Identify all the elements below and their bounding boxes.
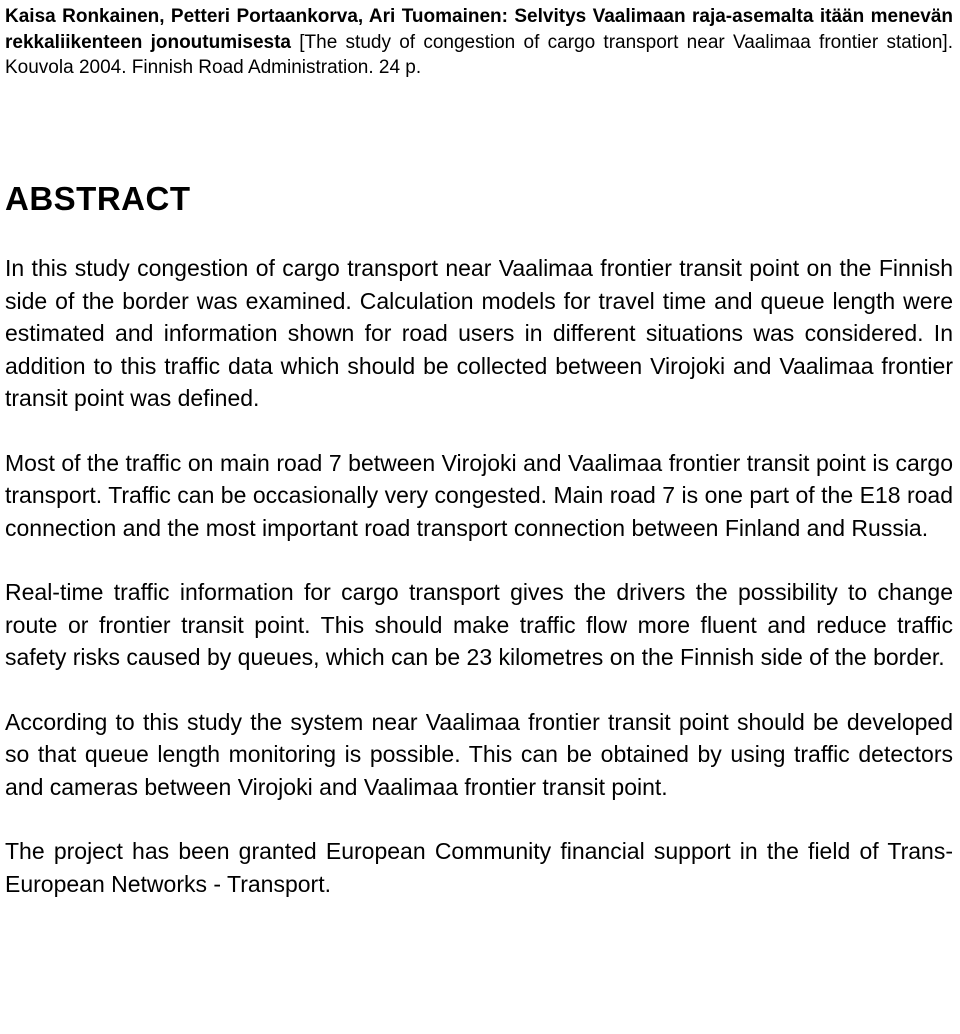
document-page bbox=[5, 0, 953, 897]
citation-details: [The study of congestion of cargo transport near Vaalimaa frontier station]. Kouvola 2004. Finnish Road Administration. 24 p. bbox=[5, 31, 953, 78]
abstract-heading: ABSTRACT bbox=[5, 180, 191, 217]
abstract-paragraph-3: Real-time traffic information for cargo transport gives the drivers the possibility to change route or frontier transit point. This should make traffic flow more fluent and reduce traffic safety risks caused by queues, which can be 23 kilometres on the Finnish side of the border. bbox=[5, 579, 953, 670]
abstract-paragraph-1: In this study congestion of cargo transport near Vaalimaa frontier transit point on the Finnish side of the border was examined. Calculation models for travel time and queue length were estimated and information shown for road users in different situations was considered. In addition to this traffic data which should be collected between Virojoki and Vaalimaa frontier transit point was defined. bbox=[5, 255, 953, 411]
abstract-paragraph-2: Most of the traffic on main road 7 between Virojoki and Vaalimaa frontier transit point is cargo transport. Traffic can be occasionally very congested. Main road 7 is one part of the E18 road connection and the most important road transport connection between Finland and Russia. bbox=[5, 449, 953, 541]
bibliographic-citation bbox=[5, 0, 953, 81]
abstract-paragraph-5: The project has been granted European Community financial support in the field of Trans-European Networks - Transport. bbox=[5, 838, 953, 897]
abstract-paragraph-4: According to this study the system near Vaalimaa frontier transit point should be developed so that queue length monitoring is possible. This can be obtained by using traffic detectors and cameras between Virojoki and Vaalimaa frontier transit point. bbox=[5, 708, 953, 800]
citation-authors-title: Kaisa Ronkainen, Petteri Portaankorva, Ari Tuomainen: Selvitys Vaalimaan raja-asemalta itään menevän rekkaliikenteen jonoutumisesta bbox=[5, 6, 953, 53]
abstract-body bbox=[5, 252, 953, 900]
